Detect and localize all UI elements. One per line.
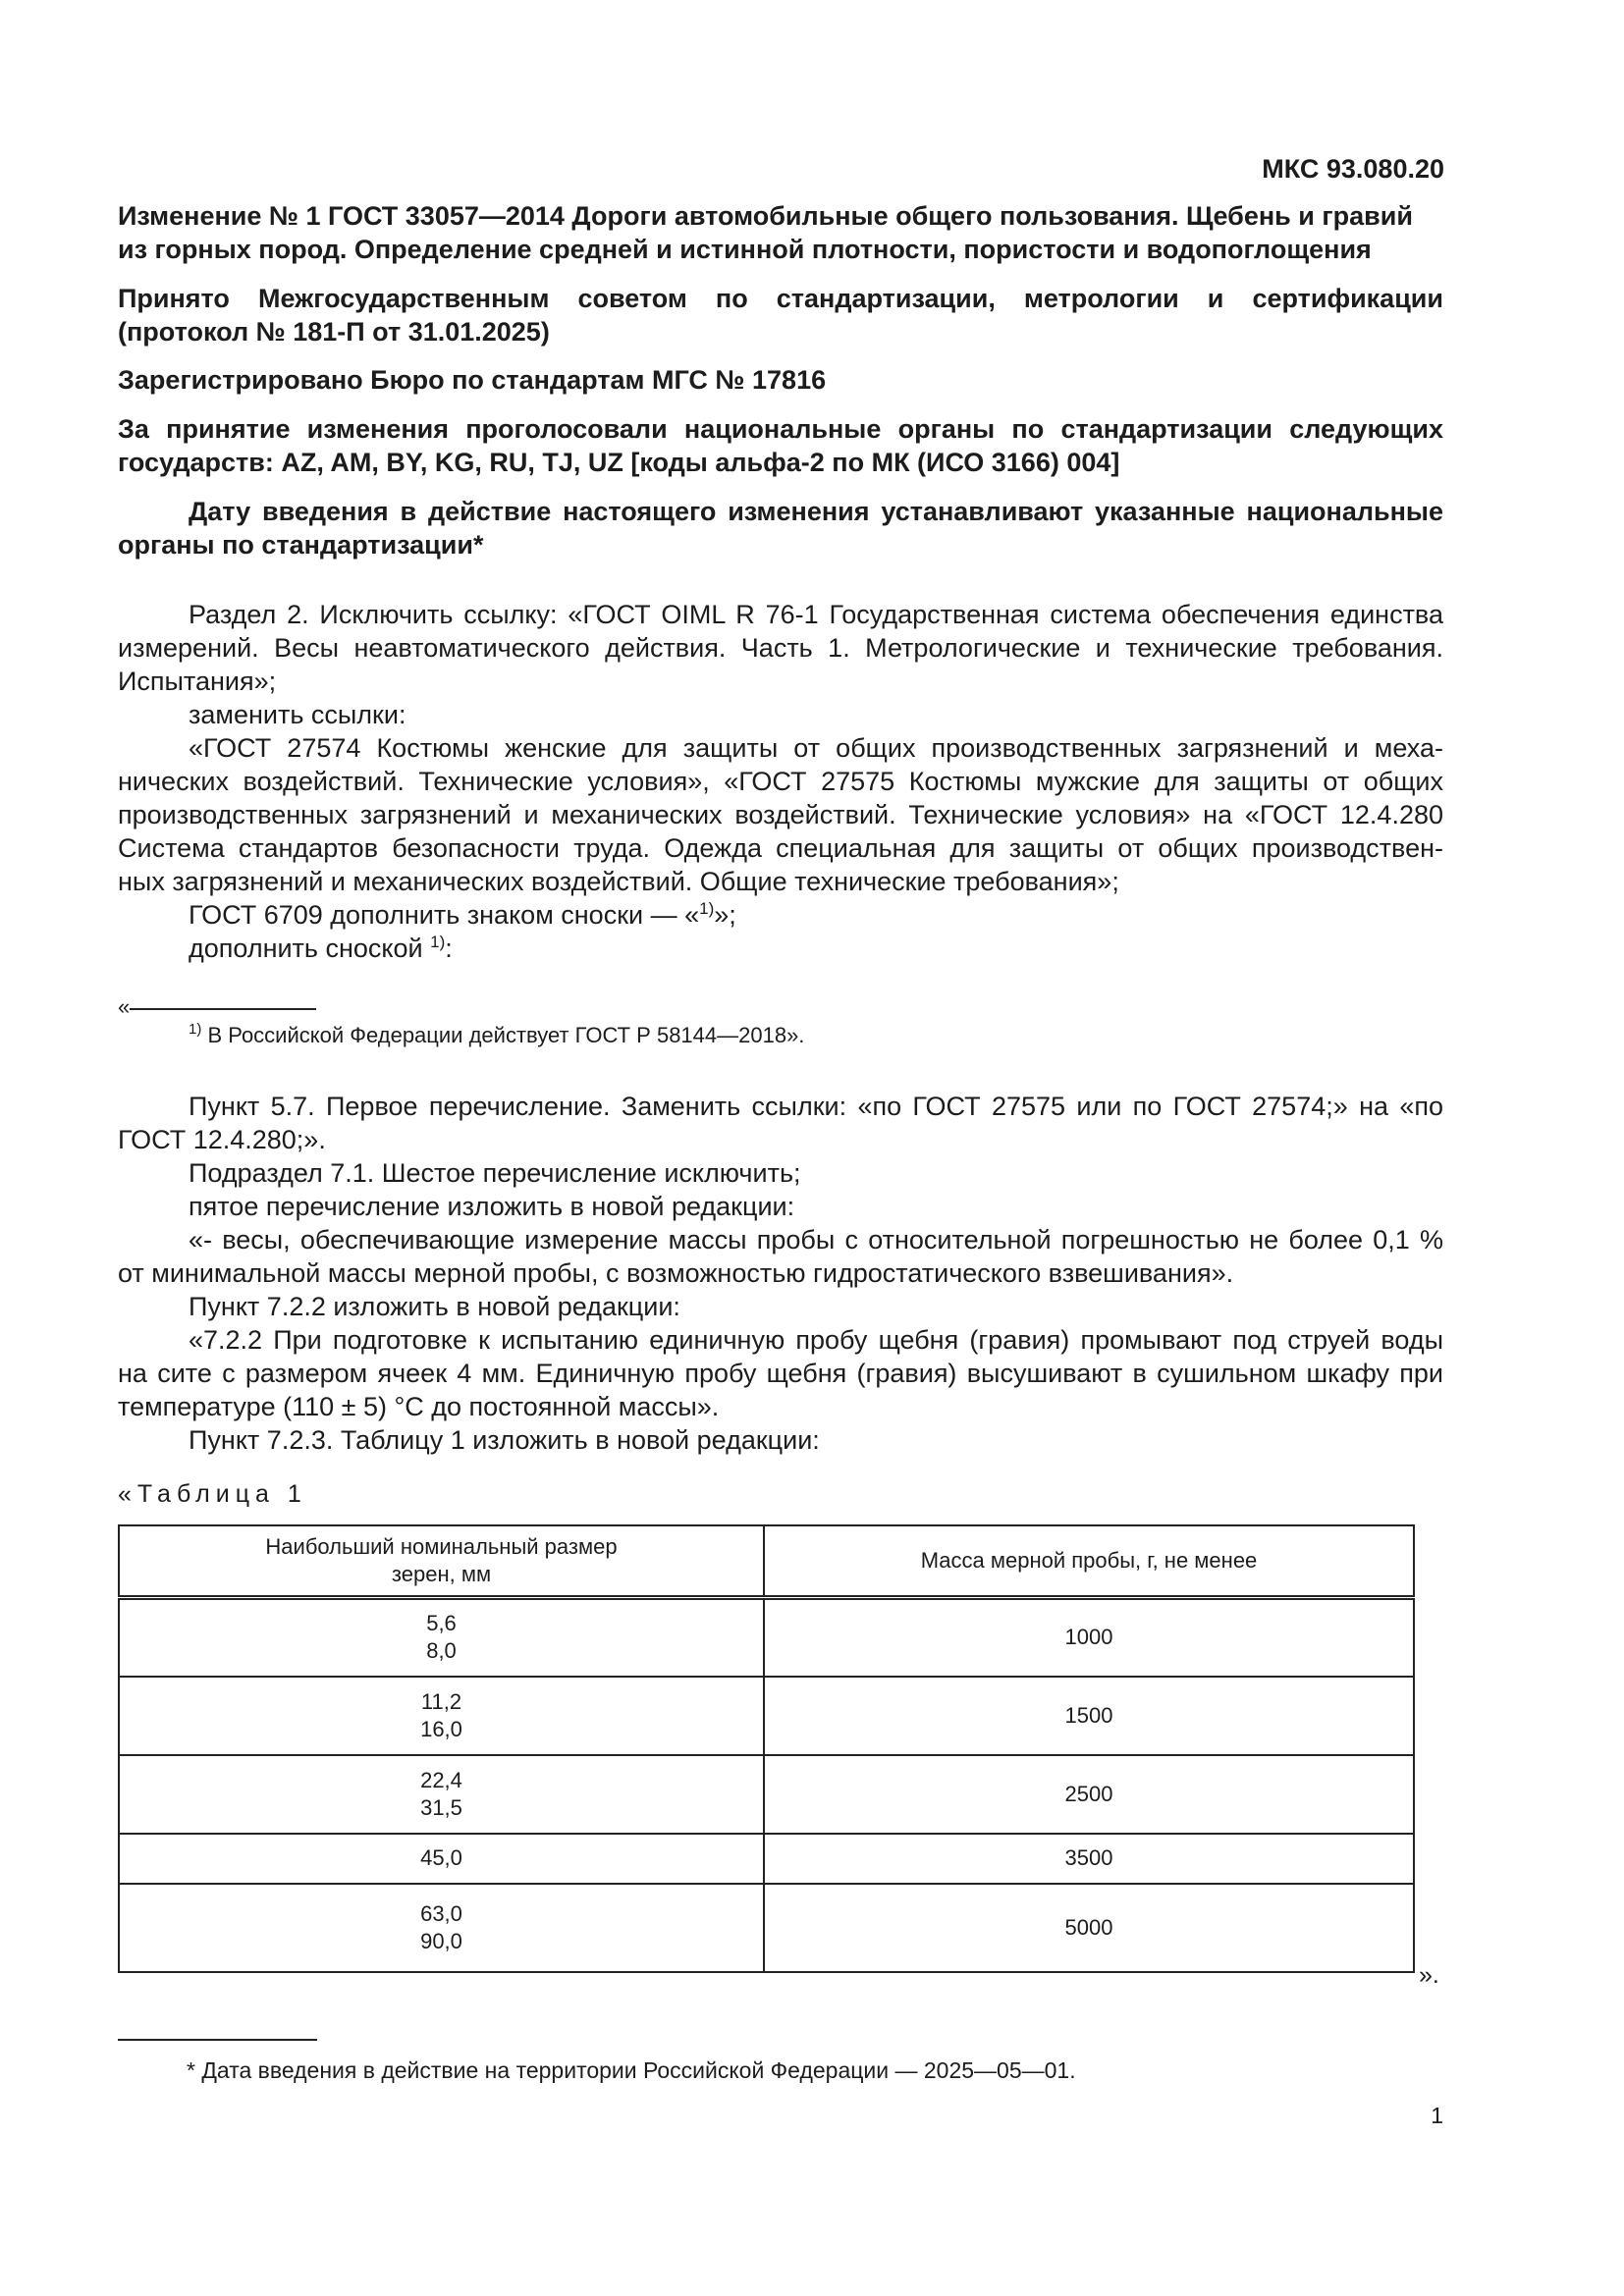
table-cell-mass: 3500: [764, 1834, 1414, 1884]
inserted-footnote-text: [189, 1021, 804, 1050]
adopted-line-2: (протокол № 181-П от 31.01.2025): [118, 317, 550, 347]
item-7-2-2-text-line-2: на сите с размером ячеек 4 мм. Единичную пробу щебня (гравия) высушивают в сушильном шкафу при: [118, 1359, 1443, 1388]
footnote-mark: 1): [430, 933, 446, 951]
amendment-items: [118, 1090, 1443, 1457]
item-7-1-line: Подраздел 7.1. Шестое перечисление исключить;: [189, 1158, 801, 1188]
table-row: [119, 1598, 1414, 1677]
voting-line-1: За принятие изменения проголосовали национальные органы по стандартизации следующих: [118, 414, 1443, 444]
page-footnote: * Дата введения в действие на территории Российской Федерации — 2025—05—01.: [187, 2057, 1076, 2083]
table-cell-mass: 2500: [764, 1755, 1414, 1834]
table-cell-size: 22,4 31,5: [119, 1755, 764, 1834]
table-cell-size: 45,0: [119, 1834, 764, 1884]
table-cell-size: 11,2 16,0: [119, 1677, 764, 1755]
refs-line-4: Система стандартов безопасности труда. Одежда специальная для защиты от общих производствен-: [118, 833, 1443, 863]
item-7-2-2-line: Пункт 7.2.2 изложить в новой редакции:: [189, 1292, 680, 1321]
item-7-2-2-text-line-3: температуре (110 ± 5) °С до постоянной массы».: [118, 1392, 720, 1421]
gost-6709-end: »;: [714, 900, 736, 930]
footnote-mark: 1): [699, 899, 715, 918]
section-2-block: [118, 598, 1443, 965]
table-cell-mass: 1000: [764, 1598, 1414, 1677]
gost-6709-line: [118, 898, 1443, 932]
table-header-cell: Масса мерной пробы, г, не менее: [764, 1525, 1414, 1598]
title-line-1: Изменение № 1 ГОСТ 33057—2014 Дороги автомобильные общего пользования. Щебень и гравий: [118, 201, 1413, 231]
table-row: [119, 1834, 1414, 1884]
table-cell-mass: 1500: [764, 1677, 1414, 1755]
table-cell-mass: 5000: [764, 1884, 1414, 1972]
effective-line-2: органы по стандартизации*: [118, 530, 484, 560]
item-7-2-2-text-line-1: «7.2.2 При подготовке к испытанию единичную пробу щебня (гравия) промывают под струей воды: [189, 1325, 1443, 1355]
table-caption: «Таблица 1: [118, 1480, 307, 1508]
registration-statement: Зарегистрировано Бюро по стандартам МГС № 17816: [118, 365, 827, 395]
refs-line-3: производственных загрязнений и механических воздействий. Технические условия» на «ГОСТ 12.4.280: [118, 800, 1443, 829]
item-7-1-fifth-line: пятое перечисление изложить в новой редакции:: [189, 1192, 795, 1221]
adopted-statement: [118, 282, 1443, 348]
table-header-cell: Наибольший номинальный размер зерен, мм: [119, 1525, 764, 1598]
table-row: [119, 1884, 1414, 1972]
voting-statement: [118, 412, 1443, 479]
replace-refs-line: заменить ссылки:: [189, 700, 406, 729]
item-7-1-scales-line-1: «- весы, обеспечивающие измерение массы пробы с относительной погрешностью не более 0,1 %: [189, 1225, 1443, 1255]
effective-date-statement: [118, 495, 1443, 561]
add-footnote-end: :: [445, 934, 453, 963]
add-footnote-line: [118, 932, 1443, 965]
section2-line-2: измерений. Весы неавтоматического действия. Часть 1. Метрологические и технические требования.: [118, 633, 1443, 663]
gost-6709-text: ГОСТ 6709 дополнить знаком сноски — «: [189, 900, 700, 930]
table-closing-mark: ».: [1419, 1961, 1439, 1989]
table-cell-size: 63,0 90,0: [119, 1884, 764, 1972]
item-7-1-scales-line-2: от минимальной массы мерной пробы, с возможностью гидростатического взвешивания».: [118, 1258, 1234, 1288]
data-table: [118, 1524, 1415, 1973]
footnote-mark: 1): [189, 1021, 202, 1038]
item-7-2-3-line: Пункт 7.2.3. Таблицу 1 изложить в новой редакции:: [189, 1425, 820, 1455]
page-footnote-rule: [118, 2039, 317, 2041]
section2-line-1: Раздел 2. Исключить ссылку: «ГОСТ OIML R 76-1 Государственная система обеспечения единства: [189, 600, 1443, 629]
table-cell-size: 5,6 8,0: [119, 1598, 764, 1677]
section2-line-3: Испытания»;: [118, 667, 277, 696]
amendment-title: [118, 199, 1443, 266]
page-number: 1: [1431, 2103, 1443, 2128]
table-row: [119, 1677, 1414, 1755]
inserted-footnote-body: В Российской Федерации действует ГОСТ Р 58144—2018».: [201, 1023, 805, 1047]
mks-code: МКС 93.080.20: [1262, 154, 1444, 184]
item-5-7-line-2: ГОСТ 12.4.280;».: [118, 1125, 326, 1154]
refs-line-1: «ГОСТ 27574 Костюмы женские для защиты от общих производственных загрязнений и меха-: [189, 733, 1443, 763]
item-5-7-line-1: Пункт 5.7. Первое перечисление. Заменить ссылки: «по ГОСТ 27575 или по ГОСТ 27574;» на «по: [189, 1092, 1443, 1121]
title-line-2: из горных пород. Определение средней и истинной плотности, пористости и водопоглощения: [118, 235, 1372, 264]
inserted-footnote-rule: [130, 1008, 316, 1010]
voting-line-2: государств: AZ, AM, BY, KG, RU, TJ, UZ [коды альфа-2 по МК (ИСО 3166) 004]: [118, 448, 1120, 477]
table-header-row: [119, 1525, 1414, 1598]
refs-line-5: ных загрязнений и механических воздействий. Общие технические требования»;: [118, 867, 1119, 896]
add-footnote-text: дополнить сноской: [189, 934, 431, 963]
effective-line-1: Дату введения в действие настоящего изменения устанавливают указанные национальные: [189, 497, 1443, 526]
table-row: [119, 1755, 1414, 1834]
adopted-line-1: Принято Межгосударственным советом по стандартизации, метрологии и сертификации: [118, 284, 1443, 313]
refs-line-2: нических воздействий. Технические условия», «ГОСТ 27575 Костюмы мужские для защиты от общих: [118, 767, 1443, 796]
inserted-footnote-quote: «: [118, 994, 131, 1019]
